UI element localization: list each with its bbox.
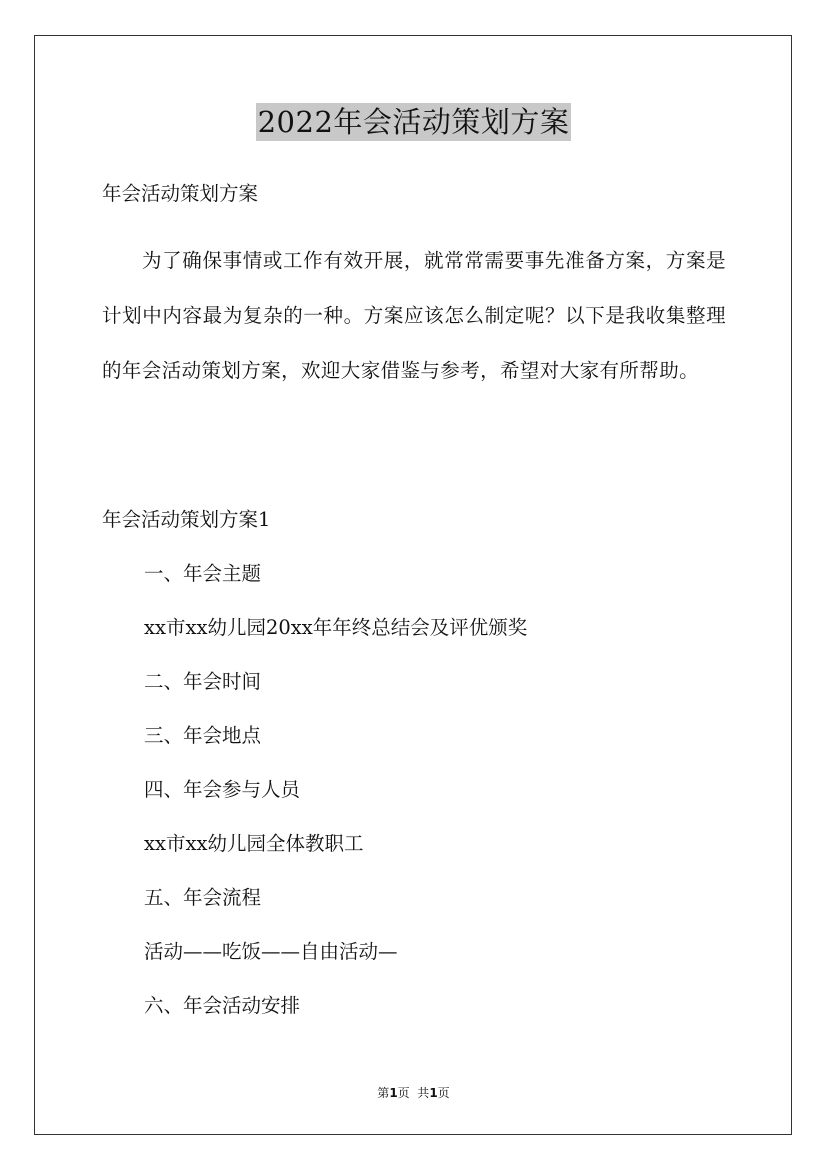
- list-item: 三、年会地点: [144, 724, 262, 747]
- list-item: xx市xx幼儿园20xx年年终总结会及评优颁奖: [144, 616, 528, 639]
- list-item: 六、年会活动安排: [144, 994, 301, 1017]
- intro-paragraph: 为了确保事情或工作有效开展，就常常需要事先准备方案，方案是计划中内容最为复杂的一种。方案应该怎么制定呢？以下是我收集整理的年会活动策划方案，欢迎大家借鉴与参考，希望对大家有所帮助。: [102, 249, 726, 382]
- title-container: [0, 103, 827, 141]
- list-item: 活动——吃饭——自由活动—: [144, 940, 398, 963]
- footer-page-number: 1: [389, 1086, 398, 1100]
- footer-mid: 页 共: [397, 1086, 430, 1100]
- list-item: 二、年会时间: [144, 670, 262, 693]
- footer-suffix: 页: [437, 1086, 450, 1100]
- section-title: 年会活动策划方案1: [102, 508, 271, 531]
- list-item: xx市xx幼儿园全体教职工: [144, 832, 364, 855]
- list-item: 一、年会主题: [144, 562, 262, 585]
- document-title: 2022年会活动策划方案: [257, 105, 570, 139]
- document-subtitle: 年会活动策划方案: [102, 182, 259, 205]
- list-item: 五、年会流程: [144, 886, 262, 909]
- list-item: 四、年会参与人员: [144, 778, 301, 801]
- footer-total-pages: 1: [429, 1086, 438, 1100]
- page-footer: [0, 1085, 827, 1101]
- footer-prefix: 第: [377, 1086, 390, 1100]
